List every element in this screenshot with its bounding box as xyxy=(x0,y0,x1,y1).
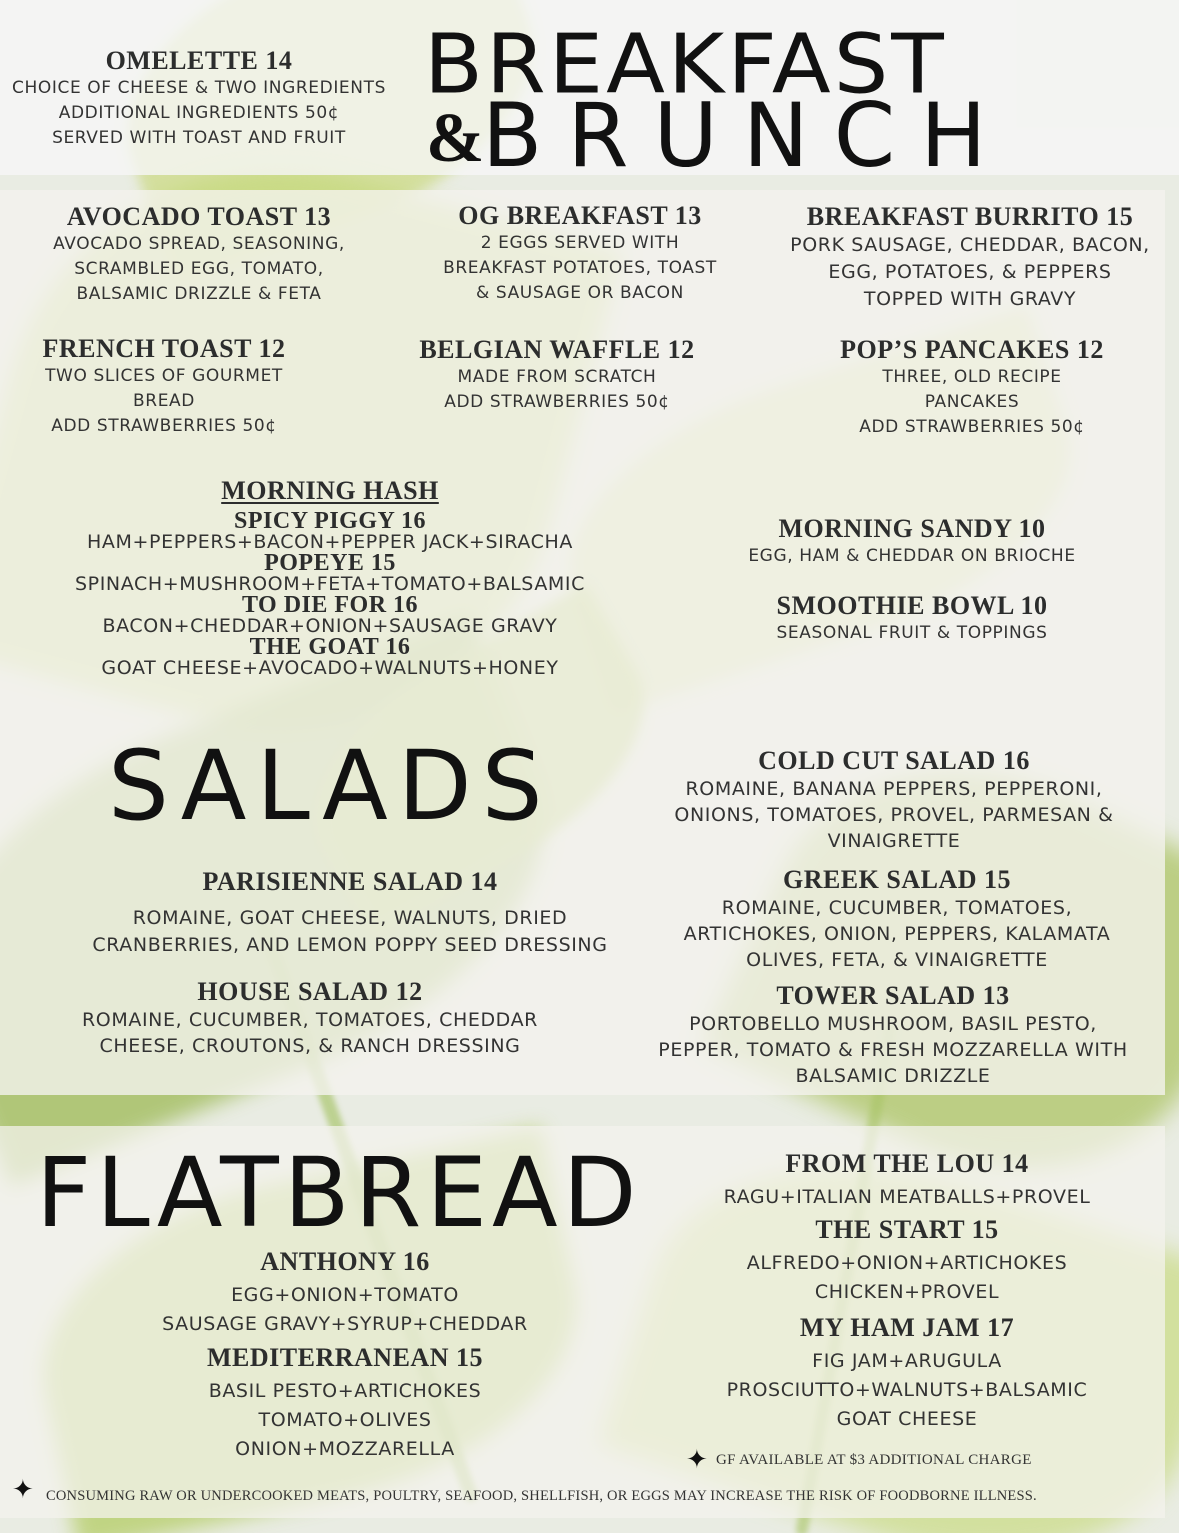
item-title: BREAKFAST BURRITO 15 xyxy=(806,202,1134,231)
item-desc-line: CHOICE OF CHEESE & TWO INGREDIENTS xyxy=(12,78,386,98)
item-title: BELGIAN WAFFLE 12 xyxy=(419,335,695,364)
item-title: FRENCH TOAST 12 xyxy=(42,334,286,363)
item-title: MY HAM JAM 17 xyxy=(799,1313,1015,1342)
item-desc-line: VINAIGRETTE xyxy=(827,830,961,852)
morning-hash-section xyxy=(40,475,620,679)
item-title: THE START 15 xyxy=(815,1215,999,1244)
four-point-star-icon: ✦ xyxy=(12,1474,34,1504)
menu-item-avocado-toast xyxy=(0,201,398,307)
item-desc-line: THREE, OLD RECIPE xyxy=(882,367,1062,387)
menu-item-omelette xyxy=(0,45,398,151)
section-heading: MORNING HASH xyxy=(221,476,439,505)
menu-item-french-toast xyxy=(0,333,328,439)
item-desc: BACON+CHEDDAR+ONION+SAUSAGE GRAVY xyxy=(102,615,558,637)
item-desc-line: ALFREDO+ONION+ARTICHOKES xyxy=(746,1252,1068,1274)
item-desc: GOAT CHEESE+AVOCADO+WALNUTS+HONEY xyxy=(101,657,559,679)
menu-item-my-ham-jam xyxy=(690,1312,1124,1434)
item-desc-line: EGG+ONION+TOMATO xyxy=(231,1284,459,1306)
item-desc-line: SERVED WITH TOAST AND FRUIT xyxy=(52,128,346,148)
item-desc-line: PROSCIUTTO+WALNUTS+BALSAMIC xyxy=(726,1379,1088,1401)
item-desc-line: 2 EGGS SERVED WITH xyxy=(480,233,680,253)
item-title: PARISIENNE SALAD 14 xyxy=(202,867,498,896)
item-title: HOUSE SALAD 12 xyxy=(197,977,423,1006)
item-desc: HAM+PEPPERS+BACON+PEPPER JACK+SIRACHA xyxy=(87,531,573,553)
menu-item-house-salad xyxy=(50,976,570,1059)
item-title: FROM THE LOU 14 xyxy=(785,1149,1029,1178)
item-desc-line: PEPPER, TOMATO & FRESH MOZZARELLA WITH xyxy=(658,1039,1128,1061)
item-title: MEDITERRANEAN 15 xyxy=(207,1343,483,1372)
item-desc-line: EGG, HAM & CHEDDAR ON BRIOCHE xyxy=(748,546,1076,566)
item-desc-line: ADD STRAWBERRIES 50¢ xyxy=(444,392,670,412)
item-desc-line: ROMAINE, CUCUMBER, TOMATOES, xyxy=(721,897,1073,919)
item-title: MORNING SANDY 10 xyxy=(778,514,1046,543)
item-desc-line: FIG JAM+ARUGULA xyxy=(812,1350,1002,1372)
item-desc-line: TWO SLICES OF GOURMET xyxy=(45,366,283,386)
title-breakfast: BREAKFAST xyxy=(424,17,947,113)
item-desc: SPINACH+MUSHROOM+FETA+TOMATO+BALSAMIC xyxy=(75,573,585,595)
item-desc-line: ARTICHOKES, ONION, PEPPERS, KALAMATA xyxy=(683,923,1111,945)
menu-item-smoothie-bowl xyxy=(712,590,1112,646)
item-title: POPEYE 15 xyxy=(264,550,396,576)
item-title: SMOOTHIE BOWL 10 xyxy=(776,591,1048,620)
item-desc-line: ADD STRAWBERRIES 50¢ xyxy=(51,416,277,436)
four-point-star-icon: ✦ xyxy=(686,1444,708,1474)
menu-item-morning-sandy xyxy=(712,513,1112,569)
menu-item-mediterranean xyxy=(120,1342,570,1464)
item-title: SPICY PIGGY 16 xyxy=(234,508,426,534)
title-ampersand: & xyxy=(426,100,485,177)
item-desc-line: GOAT CHEESE xyxy=(836,1408,978,1430)
item-desc-line: CHICKEN+PROVEL xyxy=(814,1281,1000,1303)
item-desc-line: BALSAMIC DRIZZLE & FETA xyxy=(76,284,322,304)
item-desc-line: ROMAINE, CUCUMBER, TOMATOES, CHEDDAR xyxy=(82,1009,538,1031)
title-brunch: BRUNCH xyxy=(482,84,1012,187)
item-title: TOWER SALAD 13 xyxy=(776,981,1010,1010)
item-desc-line: EGG, POTATOES, & PEPPERS xyxy=(828,261,1112,283)
item-title: THE GOAT 16 xyxy=(249,634,411,660)
item-desc-line: OLIVES, FETA, & VINAIGRETTE xyxy=(746,949,1048,971)
item-desc-line: ROMAINE, BANANA PEPPERS, PEPPERONI, xyxy=(685,778,1103,800)
item-desc-line: BREAKFAST POTATOES, TOAST xyxy=(443,258,717,278)
item-desc-line: ADDITIONAL INGREDIENTS 50¢ xyxy=(58,103,340,123)
item-title: ANTHONY 16 xyxy=(260,1247,430,1276)
menu-item-pops-pancakes xyxy=(800,334,1144,440)
menu-item-greek-salad xyxy=(654,864,1140,973)
item-desc-line: PANCAKES xyxy=(924,392,1020,412)
menu-item-tower-salad xyxy=(640,980,1146,1089)
item-title: OG BREAKFAST 13 xyxy=(458,201,702,230)
item-title: AVOCADO TOAST 13 xyxy=(66,202,332,231)
foodborne-illness-disclaimer: CONSUMING RAW OR UNDERCOOKED MEATS, POULTRY, SEAFOOD, SHELLFISH, OR EGGS MAY INCREASE THE RISK OF FOODBORNE ILLNESS. xyxy=(46,1488,1037,1504)
item-desc-line: ADD STRAWBERRIES 50¢ xyxy=(859,417,1085,437)
item-title: COLD CUT SALAD 16 xyxy=(758,746,1030,775)
item-title: GREEK SALAD 15 xyxy=(782,865,1012,894)
item-title: OMELETTE 14 xyxy=(105,46,293,75)
gf-note: GF AVAILABLE AT $3 ADDITIONAL CHARGE xyxy=(716,1452,1032,1468)
menu-item-og-breakfast xyxy=(410,200,750,306)
item-desc-line: ONION+MOZZARELLA xyxy=(235,1438,455,1460)
item-desc-line: PORK SAUSAGE, CHEDDAR, BACON, xyxy=(790,234,1150,256)
item-desc-line: TOPPED WITH GRAVY xyxy=(863,288,1077,310)
item-desc-line: ROMAINE, GOAT CHEESE, WALNUTS, DRIED xyxy=(132,907,568,929)
item-desc-line: SEASONAL FRUIT & TOPPINGS xyxy=(776,623,1048,643)
menu-item-belgian-waffle xyxy=(390,334,724,415)
item-desc-line: SAUSAGE GRAVY+SYRUP+CHEDDAR xyxy=(162,1313,528,1335)
menu-item-parisienne-salad xyxy=(60,866,640,959)
item-desc-line: CRANBERRIES, AND LEMON POPPY SEED DRESSING xyxy=(92,934,608,956)
menu-item-breakfast-burrito xyxy=(780,201,1160,313)
item-desc-line: BREAD xyxy=(133,391,195,411)
item-title: POP’S PANCAKES 12 xyxy=(840,335,1104,364)
item-desc-line: RAGU+ITALIAN MEATBALLS+PROVEL xyxy=(723,1186,1091,1208)
item-desc-line: AVOCADO SPREAD, SEASONING, xyxy=(53,234,345,254)
item-desc-line: BALSAMIC DRIZZLE xyxy=(795,1065,991,1087)
menu-item-cold-cut-salad xyxy=(654,745,1134,854)
item-desc-line: SCRAMBLED EGG, TOMATO, xyxy=(74,259,324,279)
item-desc-line: BASIL PESTO+ARTICHOKES xyxy=(208,1380,482,1402)
item-desc-line: & SAUSAGE OR BACON xyxy=(476,283,684,303)
menu-item-the-start xyxy=(690,1214,1124,1307)
item-title: TO DIE FOR 16 xyxy=(241,592,419,618)
item-desc-line: PORTOBELLO MUSHROOM, BASIL PESTO, xyxy=(689,1013,1097,1035)
item-desc-line: MADE FROM SCRATCH xyxy=(457,367,657,387)
menu-item-anthony xyxy=(120,1246,570,1339)
item-desc-line: ONIONS, TOMATOES, PROVEL, PARMESAN & xyxy=(674,804,1114,826)
section-title-salads: SALADS xyxy=(108,730,553,842)
item-desc-line: TOMATO+OLIVES xyxy=(258,1409,432,1431)
menu-item-from-the-lou xyxy=(690,1148,1124,1212)
section-title-flatbread: FLATBREAD xyxy=(36,1137,642,1249)
item-desc-line: CHEESE, CROUTONS, & RANCH DRESSING xyxy=(99,1035,521,1057)
